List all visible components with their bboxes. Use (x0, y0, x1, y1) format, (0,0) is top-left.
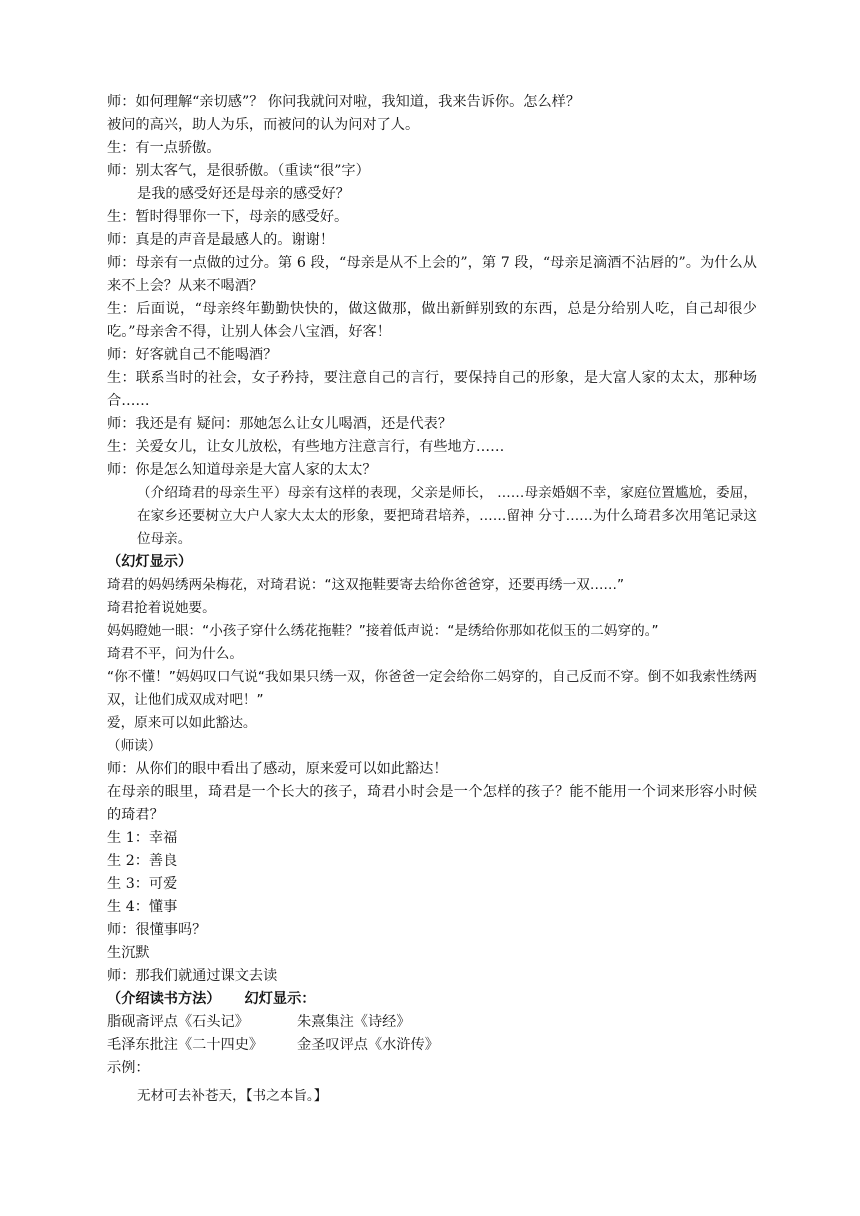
slide-text-line: 妈妈瞪她一眼：“小孩子穿什么绣花拖鞋？”接着低声说：“是绣给你那如花似玉的二妈穿的。” (107, 623, 659, 639)
student-answer: 生 1：幸福 (107, 830, 178, 846)
text-line: 师：从你们的眼中看出了感动，原来爱可以如此豁达！ (107, 761, 448, 777)
student-answer: 生 3：可爱 (107, 876, 178, 892)
teacher-note-paragraph: （介绍琦君的母亲生平）母亲有这样的表现，父亲是师长， ……母亲婚姻不幸，家庭位置尴尬，委屈，在家乡还要树立大户人家大太太的形象，要把琦君培养，……留神 分寸……为什么琦君多次用笔记录这位母亲。 (137, 485, 757, 547)
slide-text-line: 琦君的妈妈绣两朵梅花，对琦君说：“这双拖鞋要寄去给你爸爸穿，还要再绣一双……” (107, 577, 625, 593)
text-line: 被问的高兴，助人为乐，而被问的认为问对了人。 (107, 117, 420, 133)
text-line: 师：如何理解“亲切感”？ 你问我就问对啦，我知道，我来告诉你。怎么样？ (107, 94, 581, 110)
example-label: 示例： (107, 1060, 150, 1076)
text-line: 是我的感受好还是母亲的感受好？ (137, 186, 350, 202)
slide-display-label: 幻灯显示： (244, 991, 316, 1007)
text-line: 师：好客就自己不能喝酒？ (107, 347, 278, 363)
reading-method-row (107, 1011, 757, 1034)
text-line: 生：关爱女儿，让女儿放松，有些地方注意言行，有些地方…… (107, 439, 505, 455)
text-line: 师：别太客气，是很骄傲。（重读“很”字） (107, 163, 370, 179)
text-line: 生：暂时得罪你一下，母亲的感受好。 (107, 209, 349, 225)
text-line: 师：我还是有 疑问：那她怎么让女儿喝酒，还是代表？ (107, 416, 453, 432)
reading-method-item: 朱熹集注《诗经》 (297, 1014, 411, 1030)
slide-text-paragraph: “你不懂！”妈妈叹口气说“我如果只绣一双，你爸爸一定会给你二妈穿的，自己反而不穿。倒不如我索性绣两双，让他们成双成对吧！” (107, 669, 757, 708)
text-line: 师：真是的声音是最感人的。谢谢！ (107, 232, 335, 248)
text-paragraph: 生：后面说，“母亲终年勤勤快快的，做这做那，做出新鲜别致的东西，总是分给别人吃，自己却很少吃。”母亲舍不得，让别人体会八宝酒，好客！ (107, 301, 757, 340)
student-answer: 生 4：懂事 (107, 899, 178, 915)
reading-method-row (107, 1034, 757, 1057)
reading-method-item: 毛泽东批注《二十四史》 (107, 1037, 264, 1053)
text-line: 师：很懂事吗？ (107, 922, 207, 938)
slide-heading: （幻灯显示） (107, 554, 193, 570)
text-line: 师：你是怎么知道母亲是大富人家的太太？ (107, 462, 377, 478)
slide-text-line: 爱，原来可以如此豁达。 (107, 715, 257, 731)
text-line: 师：那我们就通过课文去读 (107, 968, 278, 984)
reading-method-item: 脂砚斋评点《石头记》 (107, 1014, 249, 1030)
example-text: 无材可去补苍天，【书之本旨。】 (137, 1088, 328, 1104)
text-line: 生：有一点骄傲。 (107, 140, 221, 156)
text-paragraph: 师：母亲有一点做的过分。第 6 段，“母亲是从不上会的”，第 7 段，“母亲足滴酒不沾唇的”。为什么从来不上会？从来不喝酒？ (107, 255, 757, 294)
text-line: 生沉默 (107, 945, 150, 961)
text-paragraph: 生：联系当时的社会，女子矜持，要注意自己的言行，要保持自己的形象，是大富人家的太太，那种场合…… (107, 370, 757, 409)
method-heading-label: （介绍读书方法） (107, 991, 221, 1007)
text-paragraph: 在母亲的眼里，琦君是一个长大的孩子，琦君小时会是一个怎样的孩子？能不能用一个词来形容小时候的琦君？ (107, 784, 757, 823)
stage-direction: （师读） (107, 738, 162, 754)
document-body (107, 91, 757, 1108)
student-answer: 生 2：善良 (107, 853, 178, 869)
slide-text-line: 琦君抢着说她要。 (107, 600, 216, 616)
method-heading (107, 988, 757, 1011)
reading-method-item: 金圣叹评点《水浒传》 (297, 1037, 439, 1053)
slide-text-line: 琦君不平，问为什么。 (107, 646, 243, 662)
